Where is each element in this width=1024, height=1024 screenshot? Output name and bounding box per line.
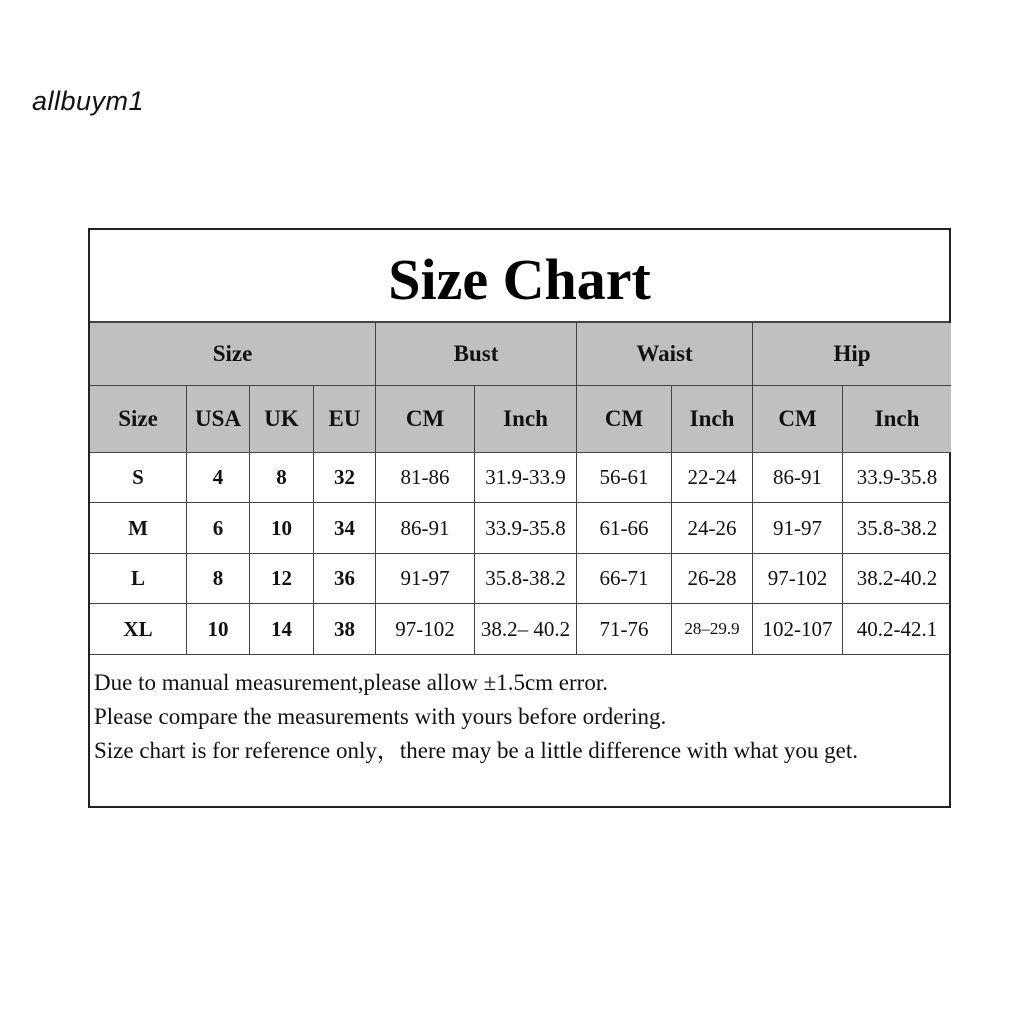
table-cell: 38.2-40.2 <box>843 554 951 604</box>
column-header: USA <box>187 386 250 453</box>
table-cell: 102-107 <box>753 604 843 655</box>
table-cell: 35.8-38.2 <box>475 554 577 604</box>
note-line: Due to manual measurement,please allow ±1.5cm error. <box>94 670 608 695</box>
table-cell: XL <box>90 604 187 655</box>
column-header: Inch <box>672 386 753 453</box>
table-cell: 26-28 <box>672 554 753 604</box>
table-cell: 71-76 <box>577 604 672 655</box>
table-cell: 38 <box>314 604 376 655</box>
table-cell: 12 <box>250 554 314 604</box>
table-cell: 6 <box>187 503 250 554</box>
table-cell: 97-102 <box>376 604 475 655</box>
column-header: Size <box>90 386 187 453</box>
notes-section <box>94 666 941 768</box>
column-header: Inch <box>475 386 577 453</box>
group-header-hip: Hip <box>753 323 951 386</box>
table-cell: 91-97 <box>376 554 475 604</box>
table-cell: 81-86 <box>376 453 475 503</box>
table-cell: 38.2– 40.2 <box>475 604 577 655</box>
table-cell: 22-24 <box>672 453 753 503</box>
table-cell: 10 <box>187 604 250 655</box>
table-cell: 8 <box>250 453 314 503</box>
column-header: CM <box>577 386 672 453</box>
table-cell: L <box>90 554 187 604</box>
column-header: CM <box>753 386 843 453</box>
table-cell: 14 <box>250 604 314 655</box>
table-cell: 61-66 <box>577 503 672 554</box>
table-cell: 4 <box>187 453 250 503</box>
chart-title: Size Chart <box>388 247 651 312</box>
table-cell: 24-26 <box>672 503 753 554</box>
table-cell: 28–29.9 <box>672 604 753 655</box>
table-cell: 34 <box>314 503 376 554</box>
table-cell: 31.9-33.9 <box>475 453 577 503</box>
note-line: Size chart is for reference only，there may be a little difference with what you get. <box>94 738 859 763</box>
note-line: Please compare the measurements with yours before ordering. <box>94 704 667 729</box>
table-cell: 33.9-35.8 <box>475 503 577 554</box>
column-header: CM <box>376 386 475 453</box>
watermark-logo: allbuym1 <box>32 86 145 116</box>
column-header: UK <box>250 386 314 453</box>
column-header: EU <box>314 386 376 453</box>
table-cell: 56-61 <box>577 453 672 503</box>
group-header-size: Size <box>90 323 376 386</box>
table-cell: 35.8-38.2 <box>843 503 951 554</box>
table-cell: 66-71 <box>577 554 672 604</box>
size-chart-table <box>88 228 951 808</box>
table-cell: 33.9-35.8 <box>843 453 951 503</box>
table-cell: 86-91 <box>753 453 843 503</box>
group-header-bust: Bust <box>376 323 577 386</box>
table-cell: 91-97 <box>753 503 843 554</box>
group-header-waist: Waist <box>577 323 753 386</box>
table-cell: 10 <box>250 503 314 554</box>
table-cell: 97-102 <box>753 554 843 604</box>
table-cell: 36 <box>314 554 376 604</box>
column-header: Inch <box>843 386 951 453</box>
table-cell: 86-91 <box>376 503 475 554</box>
table-cell: 40.2-42.1 <box>843 604 951 655</box>
table-cell: 32 <box>314 453 376 503</box>
table-cell: S <box>90 453 187 503</box>
table-cell: 8 <box>187 554 250 604</box>
table-cell: M <box>90 503 187 554</box>
